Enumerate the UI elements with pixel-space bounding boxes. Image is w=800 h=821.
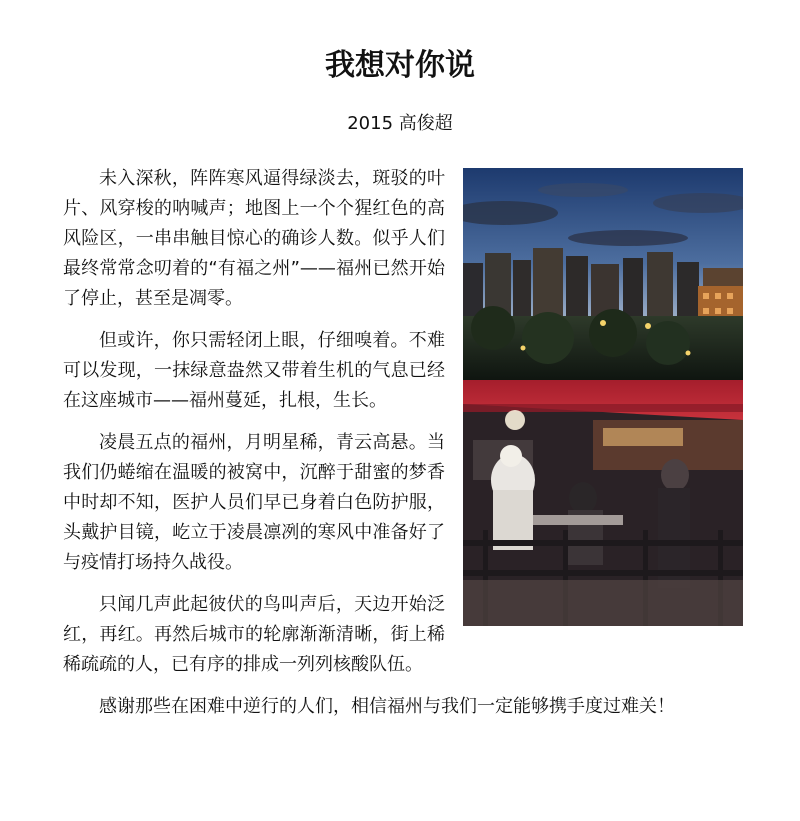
testing-station-photo (463, 380, 743, 626)
city-dusk-photo (463, 168, 743, 380)
article-body (63, 164, 743, 734)
paragraph-5: 感谢那些在困难中逆行的人们，相信福州与我们一定能够携手度过难关！ (99, 696, 675, 717)
paragraph-3: 凌晨五点的福州，月明星稀，青云高悬。当我们仍蜷缩在温暖的被窝中，沉醉于甜蜜的梦香中时却不知，医护人员们早已身着白色防护服，头戴护目镜，屹立于凌晨凛冽的寒风中准备好了与疫情打场持久战役。 (63, 432, 445, 573)
paragraph-4: 只闻几声此起彼伏的鸟叫声后，天边开始泛红，再红。再然后城市的轮廓渐渐清晰，街上稀稀疏疏的人，已有序的排成一列列核酸队伍。 (63, 594, 445, 675)
article-title: 我想对你说 (325, 48, 475, 83)
paragraph-2: 但或许，你只需轻闭上眼，仔细嗅着。不难可以发现，一抹绿意盎然又带着生机的气息已经在这座城市——福州蔓延，扎根，生长。 (63, 330, 445, 411)
paragraph-1: 未入深秋，阵阵寒风逼得绿淡去，斑驳的叶片、风穿梭的呐喊声；地图上一个个猩红色的高风险区，一串串触目惊心的确诊人数。似乎人们最终常常念叨着的“有福之州”——福州已然开始了停止，甚至是凋零。 (63, 168, 445, 309)
article-byline: 2015 高俊超 (347, 113, 453, 134)
photo-column (463, 168, 743, 626)
